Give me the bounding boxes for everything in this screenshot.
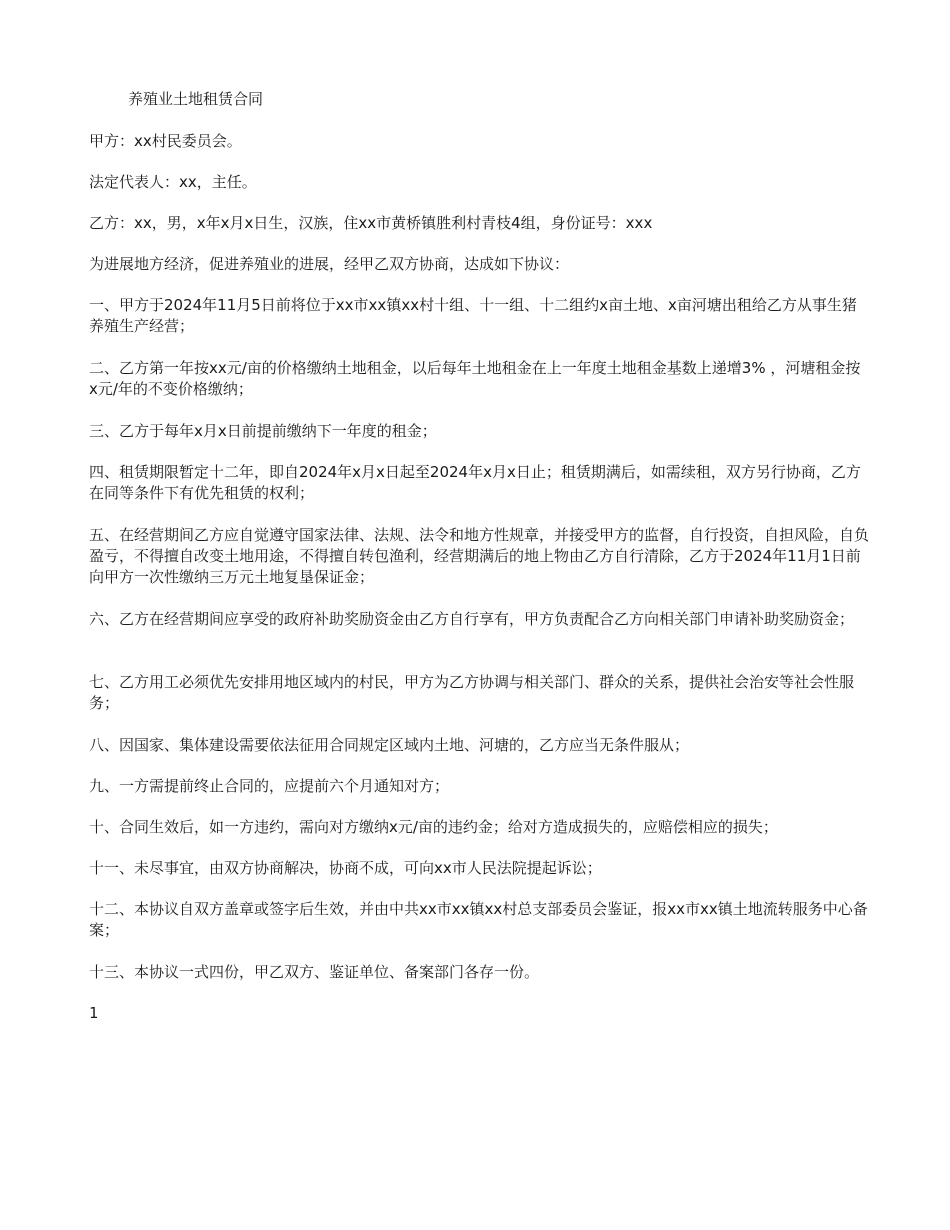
clause-1: 一、甲方于2024年11月5日前将位于xx市xx镇xx村十组、十一组、十二组约x亩土地、x亩河塘出租给乙方从事生猪养殖生产经营； xyxy=(89,296,857,335)
clause-4: 四、租赁期限暂定十二年，即自2024年x月x日起至2024年x月x日止；租赁期满后，如需续租，双方另行协商，乙方在同等条件下有优先租赁的权利； xyxy=(89,463,861,502)
clause-5: 五、在经营期间乙方应自觉遵守国家法律、法规、法令和地方性规章，并接受甲方的监督，自行投资，自担风险，自负盈亏，不得擅自改变土地用途，不得擅自转包渔利，经营期满后的地上物由乙方自行清除，乙方于2024年11月1日前向甲方一次性缴纳三万元土地复垦保证金； xyxy=(89,526,870,586)
clause-13: 十三、本协议一式四份，甲乙双方、鉴证单位、备案部门各存一份。 xyxy=(89,963,540,981)
clause-12: 十二、本协议自双方盖章或签字后生效，并由中共xx市xx镇xx村总支部委员会鉴证，报xx市xx镇土地流转服务中心备案； xyxy=(89,900,868,939)
clause-11: 十一、未尽事宜，由双方协商解决，协商不成，可向xx市人民法院提起诉讼； xyxy=(89,859,602,877)
party-b-line: 乙方：xx，男，x年x月x日生，汉族，住xx市黄桥镇胜利村青枝4组，身份证号：xxx xyxy=(89,214,653,232)
preamble-paragraph: 为进展地方经济，促进养殖业的进展，经甲乙双方协商，达成如下协议： xyxy=(89,255,570,273)
clause-8: 八、因国家、集体建设需要依法征用合同规定区域内土地、河塘的，乙方应当无条件服从； xyxy=(89,736,690,754)
legal-representative-line: 法定代表人：xx，主任。 xyxy=(89,173,257,191)
page-number: 1 xyxy=(89,1004,99,1022)
document-title: 养殖业土地租赁合同 xyxy=(128,90,264,108)
clause-3: 三、乙方于每年x月x日前提前缴纳下一年度的租金； xyxy=(89,422,437,440)
clause-7: 七、乙方用工必须优先安排用地区域内的村民，甲方为乙方协调与相关部门、群众的关系，提供社会治安等社会性服务； xyxy=(89,673,855,712)
clause-10: 十、合同生效后，如一方违约，需向对方缴纳x元/亩的违约金；给对方造成损失的，应赔偿相应的损失； xyxy=(89,818,778,836)
clause-9: 九、一方需提前终止合同的，应提前六个月通知对方； xyxy=(89,777,450,795)
party-a-line: 甲方：xx村民委员会。 xyxy=(89,132,242,150)
clause-6: 六、乙方在经营期间应享受的政府补助奖励资金由乙方自行享有，甲方负责配合乙方向相关部门申请补助奖励资金； xyxy=(89,610,855,628)
clause-2: 二、乙方第一年按xx元/亩的价格缴纳土地租金，以后每年土地租金在上一年度土地租金基数上递增3% ，河塘租金按x元/年的不变价格缴纳； xyxy=(89,359,861,398)
